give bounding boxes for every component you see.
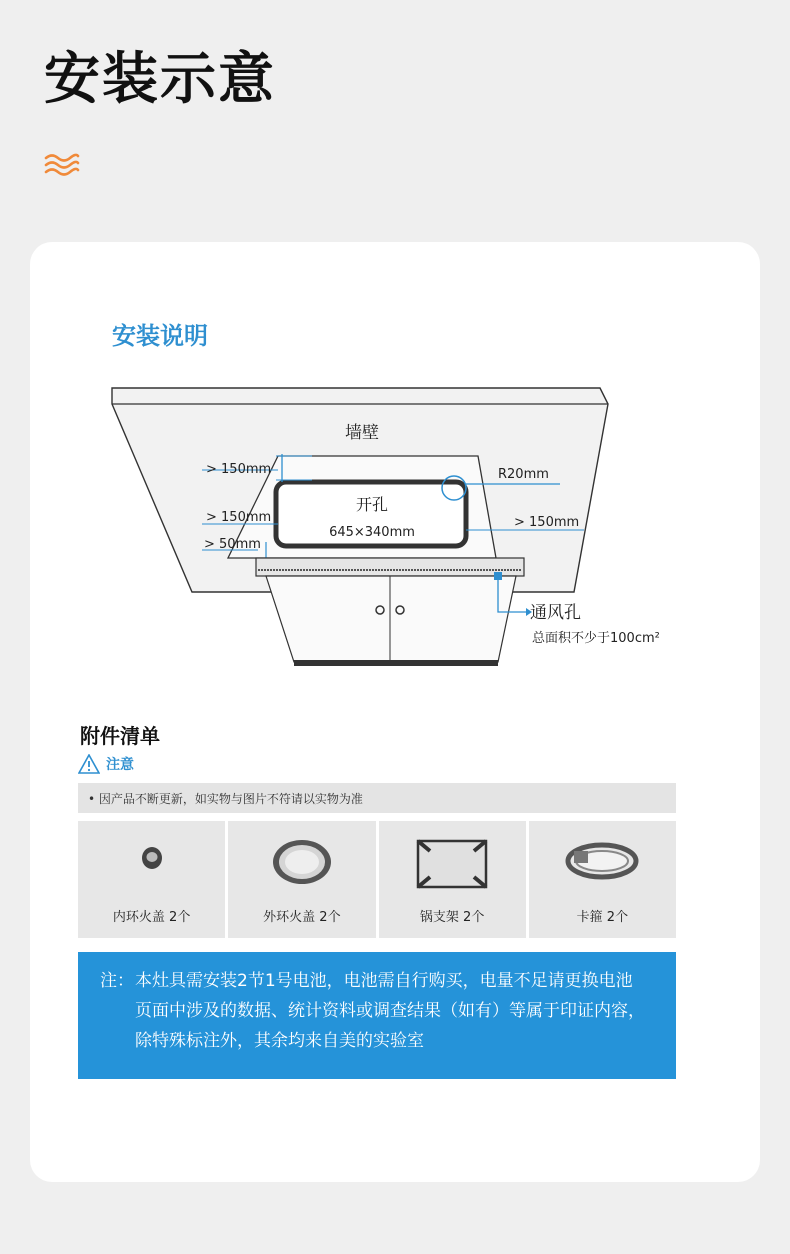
- accessory-label: 锅支架 2个: [419, 910, 485, 925]
- warning-icon: [78, 754, 100, 774]
- content-card: [30, 242, 760, 1182]
- accessory-label: 内环火盖 2个: [112, 910, 191, 925]
- right-clearance: > 150mm: [514, 515, 580, 530]
- hose-clamp-icon: [564, 839, 640, 883]
- radius-label: R20mm: [498, 467, 549, 482]
- installation-diagram: [108, 380, 688, 680]
- accessory-item: [529, 821, 676, 938]
- wave-icon: [44, 150, 80, 178]
- note-line: 本灶具需安装2节1号电池，电池需自行购买，电量不足请更换电池: [135, 971, 633, 991]
- outer-burner-cap-icon: [270, 837, 334, 887]
- note-line: 除特殊标注外，其余均来自美的实验室: [135, 1031, 424, 1051]
- accessory-item: [379, 821, 526, 938]
- inner-burner-cap-icon: [137, 843, 167, 873]
- top-clearance: > 150mm: [206, 462, 272, 477]
- notice: [78, 754, 134, 774]
- left-clearance: > 150mm: [206, 510, 272, 525]
- accessory-grid: [78, 821, 676, 938]
- notice-label: 注意: [106, 757, 134, 773]
- vent-label: 通风孔: [530, 603, 581, 623]
- page-title: 安装示意: [44, 47, 276, 112]
- note-line: 页面中涉及的数据、统计资料或调查结果（如有）等属于印证内容，: [135, 1001, 645, 1021]
- hole-label: 开孔: [355, 495, 389, 514]
- vent-area: 总面积不少于100cm²: [532, 631, 660, 646]
- accessory-item: [78, 821, 225, 938]
- front-clearance: > 50mm: [204, 537, 261, 552]
- note-box: [78, 952, 676, 1079]
- vent-mark: [494, 572, 502, 580]
- accessory-label: 外环火盖 2个: [263, 910, 341, 925]
- cabinet-edge: [256, 558, 524, 576]
- cabinet-body: [266, 576, 516, 662]
- accessories-title: 附件清单: [80, 724, 160, 748]
- accessory-label: 卡箍 2个: [576, 910, 629, 925]
- note-prefix: 注：: [100, 971, 134, 991]
- wall-label: 墙壁: [345, 423, 379, 443]
- notice-text: • 因产品不断更新，如实物与图片不符请以实物为准: [78, 783, 676, 813]
- pot-support-icon: [412, 835, 492, 893]
- section-title: 安装说明: [112, 322, 208, 350]
- hole-size: 645×340mm: [329, 525, 415, 540]
- accessory-item: [228, 821, 375, 938]
